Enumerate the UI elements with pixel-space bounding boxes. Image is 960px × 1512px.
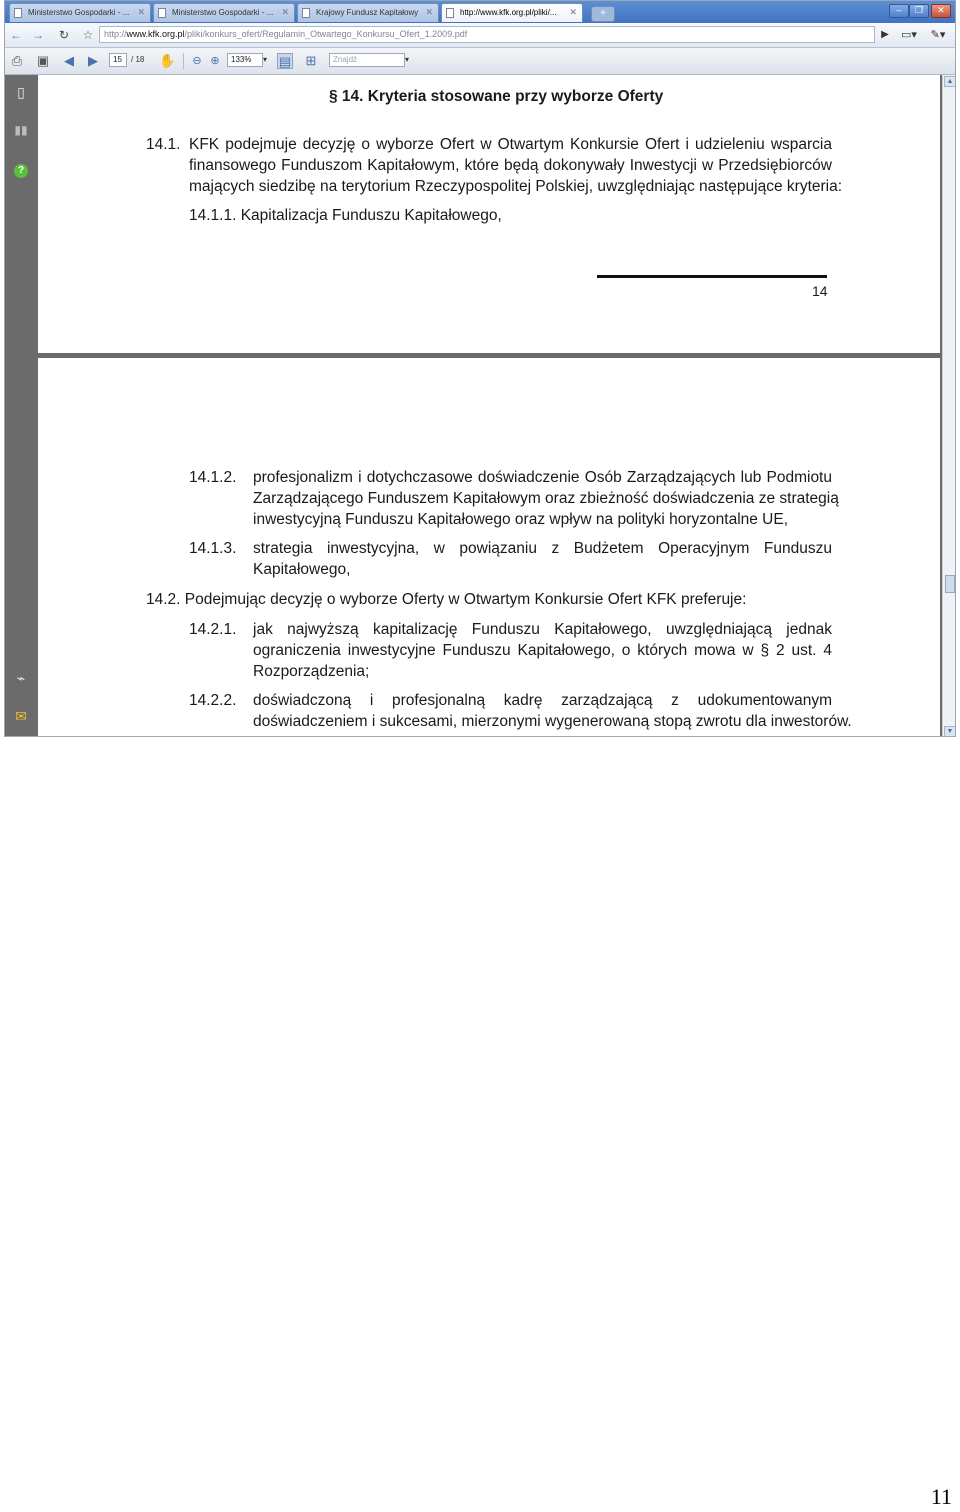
close-window-button[interactable]: ✕: [931, 4, 951, 18]
fit-page-icon[interactable]: ▤: [278, 54, 292, 69]
clause-number: 14.1.: [146, 136, 181, 153]
clause-line: inwestycyjną Funduszu Kapitałowego oraz wpływ na polityki horyzontalne UE,: [253, 511, 789, 528]
address-bar[interactable]: [99, 26, 875, 43]
new-tab-button[interactable]: +: [591, 6, 615, 22]
hand-tool-icon[interactable]: ✋: [159, 53, 176, 68]
go-arrow-icon[interactable]: ▶: [881, 29, 889, 40]
print-icon[interactable]: ⎙: [11, 53, 23, 68]
page-menu-icon[interactable]: ▭▾: [901, 29, 917, 41]
tab-label: Ministerstwo Gospodarki - ...: [172, 8, 274, 17]
total-pages-label: / 18: [131, 55, 145, 64]
star-icon[interactable]: ☆: [82, 28, 94, 42]
pdf-toolbar: [5, 48, 955, 75]
clause-line: strategia inwestycyjna, w powiązaniu z Budżetem Operacyjnym Funduszu: [253, 540, 832, 557]
clause-line: doświadczoną i profesjonalną kadrę zarządzającą z udokumentowanym: [253, 692, 832, 709]
fit-width-icon[interactable]: ⊞: [305, 53, 317, 68]
tab-label: Krajowy Fundusz Kapitałowy: [316, 8, 419, 17]
attachment-icon[interactable]: ⌁: [16, 670, 26, 686]
section-heading: § 14. Kryteria stosowane przy wyborze Oferty: [329, 88, 664, 105]
find-input[interactable]: Znajdź: [329, 53, 405, 67]
restore-button[interactable]: ❐: [909, 4, 929, 18]
reload-icon[interactable]: ↻: [58, 28, 70, 42]
clause-number: 14.1.2.: [189, 469, 237, 486]
navigation-bar: [5, 23, 955, 48]
forward-arrow-icon[interactable]: →: [32, 28, 44, 42]
toolbar-separator: [183, 53, 184, 69]
tab-ministerstwo-1[interactable]: [9, 3, 151, 22]
browser-screenshot: [4, 0, 956, 737]
tab-pdf-active[interactable]: [441, 3, 583, 22]
close-icon[interactable]: ✕: [569, 7, 577, 17]
clause-line: Kapitałowego,: [253, 561, 351, 578]
clause-number: 14.2.1.: [189, 621, 237, 638]
clause-line: profesjonalizm i dotychczasowe doświadczenie Osób Zarządzających lub Podmiotu: [253, 469, 832, 486]
minimize-button[interactable]: –: [889, 4, 909, 18]
clause-line: KFK podejmuje decyzję o wyborze Ofert w Otwartym Konkursie Ofert i udzieleniu wsparcia: [189, 136, 832, 153]
bookmarks-icon[interactable]: ▮▮: [14, 123, 28, 137]
pdf-navigation-pane: [5, 75, 38, 737]
comments-icon[interactable]: ✉: [15, 708, 27, 724]
pdf-page-15: [38, 358, 940, 737]
url-prefix: http://: [104, 29, 127, 39]
close-icon[interactable]: ✕: [137, 7, 145, 17]
pdf-document-area: [38, 75, 942, 737]
help-icon[interactable]: ?: [12, 159, 30, 177]
pdf-page-number: 14: [812, 283, 828, 299]
wrench-icon[interactable]: ✎▾: [930, 29, 946, 41]
clause-number: 14.2.2.: [189, 692, 237, 709]
previous-page-icon[interactable]: ◀: [64, 53, 74, 68]
chevron-down-icon[interactable]: ▾: [405, 55, 410, 64]
next-page-icon[interactable]: ▶: [88, 53, 98, 68]
close-icon[interactable]: ✕: [281, 7, 289, 17]
back-arrow-icon[interactable]: ←: [10, 28, 22, 42]
scroll-down-icon[interactable]: ▼: [944, 726, 956, 737]
clause-line: finansowego Funduszom Kapitałowym, które będą dokonywały Inwestycji w Przedsiębiorców: [189, 157, 832, 174]
clause-number: 14.1.3.: [189, 540, 237, 557]
page-icon: [14, 8, 22, 18]
page-icon: [446, 8, 454, 18]
tab-kfk[interactable]: [297, 3, 439, 22]
tab-label: http://www.kfk.org.pl/pliki/...: [460, 8, 557, 17]
pages-icon[interactable]: ▯: [17, 84, 25, 100]
scroll-thumb[interactable]: [945, 575, 955, 593]
tab-strip: [5, 1, 955, 23]
vertical-scrollbar[interactable]: [942, 75, 956, 737]
scroll-up-icon[interactable]: ▲: [944, 76, 956, 87]
zoom-select[interactable]: 133%: [227, 53, 263, 67]
page-number-input[interactable]: 15: [109, 53, 127, 67]
clause-line: ograniczenia inwestycyjne Funduszu Kapitałowego, o których mowa w § 2 ust. 4: [253, 642, 832, 659]
page-icon: [302, 8, 310, 18]
clause-line: Rozporządzenia;: [253, 663, 370, 680]
clause-line: mających siedzibę na terytorium Rzeczypospolitej Polskiej, uwzględniając następujące kryteria:: [189, 178, 843, 195]
url-path: /pliki/konkurs_ofert/Regulamin_Otwartego_Konkursu_Ofert_1.2009.pdf: [184, 29, 468, 39]
tab-ministerstwo-2[interactable]: [153, 3, 295, 22]
save-icon[interactable]: ▣: [36, 53, 50, 68]
clause-line: Zarządzającego Funduszem Kapitałowym oraz zbieżność doświadczenia ze strategią: [253, 490, 839, 507]
chevron-down-icon[interactable]: ▾: [263, 55, 268, 64]
zoom-out-icon[interactable]: ⊖: [192, 55, 202, 67]
close-icon[interactable]: ✕: [425, 7, 433, 17]
pdf-page-14: [38, 75, 940, 353]
zoom-in-icon[interactable]: ⊕: [210, 55, 220, 67]
page-icon: [158, 8, 166, 18]
footnote-rule: [597, 275, 827, 278]
url-host: www.kfk.org.pl: [126, 29, 185, 39]
document-page-number: 11: [930, 1484, 952, 1509]
clause-line: doświadczeniem i sukcesami, mierzonymi wygenerowaną stopą zwrotu dla inwestorów.: [253, 713, 852, 730]
tab-label: Ministerstwo Gospodarki - ...: [28, 8, 130, 17]
clause-line: 14.1.1. Kapitalizacja Funduszu Kapitałowego,: [189, 207, 502, 224]
clause-line: jak najwyższą kapitalizację Funduszu Kapitałowego, uwzględniającą jednak: [253, 621, 832, 638]
clause-line: 14.2. Podejmując decyzję o wyborze Oferty w Otwartym Konkursie Ofert KFK preferuje:: [146, 591, 747, 608]
